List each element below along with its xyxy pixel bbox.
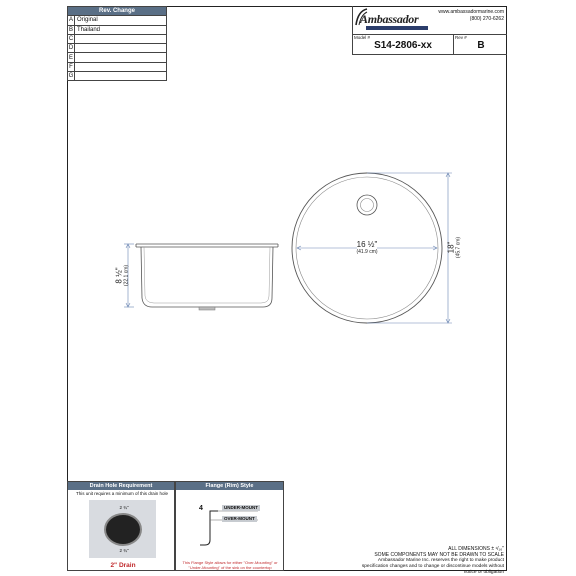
revision-row: G <box>68 72 167 81</box>
drain-section-header: Drain Hole Requirement <box>68 482 174 490</box>
model-number: S14-2806-xx <box>374 40 432 51</box>
revision-table-header: Rev. Change <box>68 7 167 16</box>
flange-number: 4 <box>199 505 203 512</box>
revision-row: D <box>68 44 167 53</box>
drain-dim-bottom: 2 ¾" <box>119 548 129 553</box>
tolerance-note: ALL DIMENSIONS ± ¹/₁₆" <box>448 546 504 552</box>
flange-section-header: Flange (Rim) Style <box>176 482 283 490</box>
revision-row: B Thailand <box>68 25 167 34</box>
revision-row: E <box>68 53 167 62</box>
scale-note: SOME COMPONENTS MAY NOT BE DRAWN TO SCALE <box>374 552 504 558</box>
drain-hole-icon <box>104 513 142 546</box>
phone-text: (800) 270-6262 <box>469 16 504 22</box>
rev-value: B <box>477 40 485 51</box>
rights-note: Ambassador Marine Inc. reserves the right to make product specification changes and to change or discontinue models without notice or obligation <box>361 558 504 575</box>
model-label: Model # <box>354 35 371 40</box>
disclaimer <box>356 546 504 576</box>
revision-row: A Original <box>68 16 167 25</box>
revision-row: F <box>68 62 167 71</box>
revision-row: C <box>68 34 167 43</box>
rev-label: Rev # <box>455 35 467 40</box>
drain-requirement: This unit requires a minimum of this drain hole <box>75 491 169 496</box>
side-view <box>136 244 278 310</box>
drain-caption: 2" Drain <box>110 562 136 569</box>
flange-section <box>175 481 284 571</box>
over-mount-label: OVER-MOUNT <box>224 516 255 521</box>
top-height-label: 18" (45.7 cm) <box>446 236 462 259</box>
flange-note: This Flange Style allows for either "Over-Mounting" or "Under-Mounting" of the sink on the countertop <box>182 560 278 570</box>
side-height-label: 8 ½" (22.1 cm) <box>114 264 130 287</box>
drain-dim-top: 2 ¾" <box>119 505 129 510</box>
top-width-label: 16 ½" (41.9 cm) <box>356 240 378 255</box>
brand-logo: Ambassador <box>360 12 419 26</box>
website-text: www.ambassadormarine.com <box>438 9 504 15</box>
under-mount-label: UNDER-MOUNT <box>224 505 258 510</box>
